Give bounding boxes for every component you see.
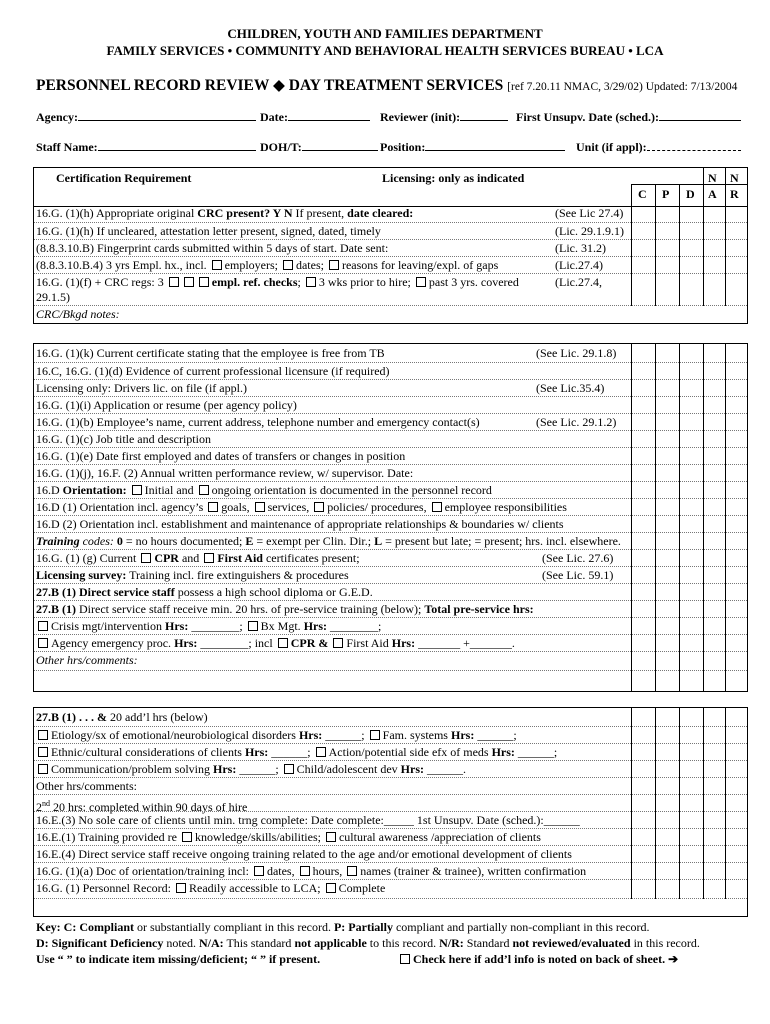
row-text: Training [36, 534, 80, 548]
back-of-sheet-checkbox[interactable] [400, 954, 410, 964]
checkbox[interactable] [38, 764, 48, 774]
checkbox[interactable] [329, 260, 339, 270]
checkbox[interactable] [284, 764, 294, 774]
key-text: in this record. [630, 936, 700, 950]
row-text: Agency emergency proc. [51, 636, 175, 650]
row-text: 16.E.(3) No sole care of clients until min. trng complete: Date complete:_____ 1st Unsupv. Date (sched.):______ [36, 813, 580, 827]
key-text: or substantially compliant in this record. [134, 920, 334, 934]
checkbox[interactable] [347, 866, 357, 876]
row-text: 20 add’l hrs (below) [107, 710, 208, 724]
checkbox[interactable] [314, 502, 324, 512]
row-text: Ethnic/cultural considerations of clients [51, 745, 245, 759]
row-text: 16.G. (1)(j), 16.F. (2) Annual written performance review, w/ supervisor. Date: [36, 466, 414, 480]
col-a: A [708, 187, 717, 201]
row-text: CPR [154, 551, 179, 565]
row-text: 16.G. (1) (g) Current [36, 551, 140, 565]
row-text: Hrs: [213, 762, 237, 776]
row-text: ______; [474, 728, 517, 742]
lic-ref: (See Lic.35.4) [536, 381, 605, 395]
agency-line[interactable] [78, 110, 256, 121]
position-label: Position: [380, 140, 426, 154]
row-text: Hrs: [298, 728, 323, 742]
key-text: noted. [163, 936, 199, 950]
row-text: hours, [312, 864, 346, 878]
table-row [34, 634, 747, 652]
table-row [34, 760, 747, 778]
table-row [34, 430, 747, 448]
row-text: Hrs: [400, 762, 424, 776]
row-text: Hrs: [244, 745, 269, 759]
checkbox[interactable] [176, 883, 186, 893]
checkbox[interactable] [370, 730, 380, 740]
staff-name-label: Staff Name: [36, 140, 98, 154]
first-unsupv-field[interactable] [516, 110, 741, 125]
row-text: nd [42, 799, 50, 808]
table-row [34, 222, 747, 240]
doh-field[interactable] [260, 140, 378, 155]
checkbox[interactable] [38, 638, 48, 648]
row-text: Etiology/sx of emotional/neurobiological disorders [51, 728, 299, 742]
checkbox[interactable] [38, 730, 48, 740]
row-text: Hrs: [450, 728, 475, 742]
row-text: 3 wks prior to hire; [318, 275, 414, 289]
checkbox[interactable] [300, 866, 310, 876]
agency-label: Agency: [36, 110, 78, 124]
table-row [34, 239, 747, 257]
checkbox[interactable] [199, 485, 209, 495]
table-row [34, 583, 747, 601]
row-text: 16.G. (1)(c) Job title and description [36, 432, 211, 446]
row-text: Hrs: [174, 636, 198, 650]
lic-ref: (Lic.27.4, [555, 275, 602, 289]
checkbox[interactable] [141, 553, 151, 563]
table-row [34, 256, 747, 274]
table-row [34, 379, 747, 397]
other-hrs-label: Other hrs/comments: [36, 653, 138, 667]
row-text: employers; [224, 258, 281, 272]
lic-ref: (Lic.27.4) [555, 258, 603, 272]
col-divider [725, 168, 726, 206]
row-text: 29.1.5) [36, 290, 70, 304]
table-row [34, 515, 747, 533]
row-text: knowledge/skills/abilities; [194, 830, 324, 844]
row-text: (8.8.3.10.B.4) 3 yrs Empl. hx., incl. [36, 258, 210, 272]
table-row [34, 709, 747, 726]
row-text: 16.G. (1)(i) Application or resume (per agency policy) [36, 398, 297, 412]
row-text: past 3 yrs. covered [428, 275, 519, 289]
date-cleared-label: date cleared: [347, 206, 414, 220]
row-text: ______; [322, 728, 368, 742]
row-text: Hrs: [303, 619, 328, 633]
row-text: Total pre-service hrs: [424, 602, 534, 616]
table-row [34, 447, 747, 465]
other-hrs-label: Other hrs/comments: [36, 779, 137, 793]
checkbox[interactable] [204, 553, 214, 563]
row-text: ________; incl [197, 636, 276, 650]
blank-row[interactable] [34, 670, 747, 688]
key-text: N/A: [198, 936, 224, 950]
row-text: 16.D [36, 483, 63, 497]
checkbox[interactable] [278, 638, 288, 648]
row-text: 2 [36, 800, 42, 814]
row-text: 16.D (1) Orientation incl. agency’s [36, 500, 207, 514]
col-n: N [708, 171, 717, 185]
col-divider [655, 184, 656, 206]
row-text: employee responsibilities [444, 500, 567, 514]
checkbox[interactable] [169, 277, 179, 287]
row-text: names (trainer & trainee), written confirmation [360, 864, 587, 878]
lic-ref: (See Lic. 27.6) [542, 551, 614, 565]
row-text: Orientation: [62, 483, 127, 497]
key-text: Standard [463, 936, 513, 950]
row-text: If present, [292, 206, 348, 220]
row-text: Communication/problem solving [51, 762, 213, 776]
row-text: 16.D (2) Orientation incl. establishment and maintenance of appropriate relationships & boundaries w/ clients [36, 517, 564, 531]
row-text: = present but late; = present; hrs. incl. elsewhere. [382, 534, 621, 548]
key-text: not applicable [294, 936, 367, 950]
row-text: Bx Mgt. [260, 619, 304, 633]
row-text: (8.8.3.10.B) Fingerprint cards submitted within 5 days of start. Date sent: [36, 241, 389, 255]
row-text: First Aid [217, 551, 263, 565]
col-d: D [686, 187, 695, 201]
key-text: Key: C: Compliant [36, 920, 134, 934]
row-text: Direct service staff [79, 585, 175, 599]
checkbox[interactable] [255, 502, 265, 512]
table-row [34, 862, 747, 880]
row-text: ______; [236, 762, 282, 776]
lic-ref: (See Lic 27.4) [555, 206, 624, 220]
checkbox[interactable] [316, 747, 326, 757]
row-text: dates, [266, 864, 298, 878]
crc-notes-label: CRC/Bkgd notes: [36, 307, 120, 321]
key-line-2 [36, 936, 700, 951]
row-text: ________; [188, 619, 246, 633]
table-row [34, 498, 747, 516]
training-codes-row [34, 532, 747, 550]
col-divider [679, 184, 680, 206]
col-r: R [730, 187, 739, 201]
agency-field[interactable] [36, 110, 256, 125]
row-text: 16.G. (1)(f) + CRC regs: 3 [36, 275, 167, 289]
row-text: dates; [295, 258, 327, 272]
row-text: _______ +_______. [415, 636, 515, 650]
row-text: First Aid [346, 636, 392, 650]
col-c: C [638, 187, 647, 201]
row-text: Direct service staff receive min. 20 hrs. of pre-service training (below); [76, 602, 425, 616]
row-text: Initial and [144, 483, 197, 497]
row-text: 16.G. (1)(h) Appropriate original [36, 206, 198, 220]
table-row [34, 879, 747, 897]
checkbox[interactable] [416, 277, 426, 287]
table-row [34, 345, 747, 362]
row-text: Hrs: [491, 745, 515, 759]
row-text: goals, [221, 500, 253, 514]
checkbox[interactable] [306, 277, 316, 287]
row-text: Child/adolescent dev [296, 762, 401, 776]
section-crc [33, 205, 748, 324]
checkbox[interactable] [333, 638, 343, 648]
row-text: 16.G. (1)(a) Doc of orientation/training incl: [36, 864, 252, 878]
date-line[interactable] [288, 110, 370, 121]
row-text: 20 hrs: completed within 90 days of hire [50, 800, 248, 814]
row-text: Fam. systems [382, 728, 451, 742]
checkbox[interactable] [283, 260, 293, 270]
column-header-table [33, 167, 748, 207]
row-text: policies/ procedures, [327, 500, 430, 514]
table-row [34, 273, 747, 306]
lic-ref: (Lic. 29.1.9.1) [555, 224, 624, 238]
row-text: Hrs: [165, 619, 189, 633]
checkbox[interactable] [326, 832, 336, 842]
checkbox[interactable] [212, 260, 222, 270]
row-text: 16.G. (1)(k) Current certificate stating that the employee is free from TB [36, 346, 385, 360]
row-text: CPR & [290, 636, 332, 650]
row-text: 0 [116, 534, 123, 548]
checkbox[interactable] [208, 502, 218, 512]
key-text: This standard [223, 936, 295, 950]
bureau-title: FAMILY SERVICES • COMMUNITY AND BEHAVIORAL HEALTH SERVICES BUREAU • LCA [106, 43, 664, 58]
row-text: and [178, 551, 203, 565]
row-text: 16.G. (1)(e) Date first employed and dates of transfers or changes in position [36, 449, 406, 463]
row-text: ongoing orientation is documented in the personnel record [211, 483, 492, 497]
row-text: 16.G. (1)(h) If uncleared, attestation letter present, signed, dated, timely [36, 224, 381, 238]
row-text: = no hours documented; [122, 534, 246, 548]
date-label: Date: [260, 110, 288, 124]
blank-row[interactable] [34, 898, 747, 916]
section-additional-training [33, 707, 748, 917]
lic-ref: (See Lic. 59.1) [542, 568, 614, 582]
col-divider [631, 184, 632, 206]
arrow-right-icon: ➔ [668, 952, 679, 966]
form-title [36, 75, 737, 95]
row-text: 16.E.(4) Direct service staff receive ongoing training related to the age and/or emotional development of clients [36, 847, 572, 861]
reviewer-label: Reviewer (init): [380, 110, 461, 124]
table-row [34, 794, 747, 812]
doh-line[interactable] [302, 140, 378, 151]
row-text: 27.B (1) [36, 602, 76, 616]
row-text: L [374, 534, 383, 548]
checkbox[interactable] [38, 747, 48, 757]
checkbox[interactable] [38, 621, 48, 631]
form-reference: [ref 7.20.11 NMAC, 3/29/02) Updated: 7/13/2004 [507, 81, 738, 93]
row-text: 27.B (1) [36, 585, 79, 599]
row-text: empl. ref. checks [211, 275, 298, 289]
table-row [34, 464, 747, 482]
lic-ref: (Lic. 31.2) [555, 241, 606, 255]
table-row [34, 396, 747, 414]
key-text: to this record. [366, 936, 440, 950]
cert-req-heading: Certification Requirement [56, 171, 192, 185]
table-row [34, 413, 747, 431]
doh-label: DOH/T: [260, 140, 302, 154]
checkbox[interactable] [182, 832, 192, 842]
key-text: P: Partially [333, 920, 393, 934]
row-text: ______; [268, 745, 314, 759]
col-divider [703, 168, 704, 206]
row-text: possess a high school diploma or G.E.D. [174, 585, 373, 599]
table-row [34, 481, 747, 499]
position-field[interactable] [380, 140, 565, 155]
table-row [34, 362, 747, 380]
position-line[interactable] [425, 140, 565, 151]
table-row [34, 726, 747, 744]
row-text: services, [267, 500, 313, 514]
col-p: P [662, 187, 670, 201]
key-text: D: Significant Deficiency [36, 936, 164, 950]
key-text: compliant and partially non-compliant in this record. [392, 920, 650, 934]
section-personnel [33, 343, 748, 692]
unit-label: Unit (if appl): [576, 140, 647, 154]
row-text: 16.E.(1) Training provided re [36, 830, 180, 844]
first-unsupv-line[interactable] [659, 110, 741, 121]
staff-name-field[interactable] [36, 140, 256, 155]
row-text: ______; [514, 745, 558, 759]
reviewer-field[interactable] [380, 110, 508, 125]
checkbox[interactable] [326, 883, 336, 893]
row-text: 27.B (1) . . . & [36, 710, 107, 724]
checkbox[interactable] [199, 277, 209, 287]
row-text: E [245, 534, 254, 548]
checkbox[interactable] [184, 277, 194, 287]
crc-present[interactable]: CRC present? Y N [197, 206, 293, 220]
table-row [34, 828, 747, 846]
checkbox[interactable] [254, 866, 264, 876]
table-row [34, 811, 747, 829]
row-text: ________; [327, 619, 382, 633]
row-text: Training incl. fire extinguishers & procedures [126, 568, 349, 582]
date-field[interactable] [260, 110, 370, 125]
table-row [34, 549, 747, 567]
row-text: reasons for leaving/expl. of gaps [341, 258, 499, 272]
row-text: 16.G. (1)(b) Employee’s name, current address, telephone number and emergency contact(s) [36, 415, 480, 429]
row-text: = exempt per Clin. Dir.; [253, 534, 375, 548]
col-n2: N [730, 171, 739, 185]
table-row [34, 743, 747, 761]
lic-ref: (See Lic. 29.1.8) [536, 346, 617, 360]
comments-row[interactable] [34, 777, 747, 795]
key-line-1 [36, 920, 650, 935]
row-text: certificates present; [262, 551, 360, 565]
row-text: Licensing only: Drivers lic. on file (if appl.) [36, 381, 247, 395]
key-text: Check here if add’l info is noted on back of sheet. [413, 952, 666, 966]
row-text: ______. [423, 762, 466, 776]
table-row [34, 617, 747, 635]
first-unsupv-label: First Unsupv. Date (sched.): [516, 110, 659, 124]
row-text: Hrs: [391, 636, 416, 650]
row-text: 16.G. (1) Personnel Record: [36, 881, 174, 895]
row-text: Crisis mgt/intervention [51, 619, 165, 633]
department-title: CHILDREN, YOUTH AND FAMILIES DEPARTMENT [227, 26, 543, 41]
licensing-heading: Licensing: only as indicated [382, 171, 525, 185]
table-row [34, 205, 747, 222]
checkbox[interactable] [248, 621, 258, 631]
key-line-3: Use “ ” to indicate item missing/deficient; “ ” if present. [36, 952, 321, 966]
row-text: Readily accessible to LCA; [188, 881, 324, 895]
key-text: N/R: [439, 936, 464, 950]
back-of-sheet-note[interactable] [398, 952, 678, 967]
notes-row[interactable] [34, 305, 747, 323]
lic-ref: (See Lic. 29.1.2) [536, 415, 617, 429]
comments-row[interactable] [34, 651, 747, 669]
table-row [34, 600, 747, 618]
staff-name-line[interactable] [98, 140, 256, 151]
row-text: Action/potential side efx of meds [328, 745, 492, 759]
row-text: Complete [338, 881, 386, 895]
row-text: cultural awareness /appreciation of clients [338, 830, 541, 844]
row-text: ; [297, 275, 304, 289]
table-row [34, 845, 747, 863]
table-row [34, 566, 747, 584]
row-text: codes: [79, 534, 117, 548]
row-text: 16.C, 16.G. (1)(d) Evidence of current professional licensure (if required) [36, 364, 390, 378]
row-text: Licensing survey: [36, 568, 127, 582]
form-title-text: PERSONNEL RECORD REVIEW ◆ DAY TREATMENT SERVICES [36, 77, 504, 94]
checkbox[interactable] [132, 485, 142, 495]
checkbox[interactable] [432, 502, 442, 512]
unit-line[interactable] [647, 140, 741, 151]
key-text: not reviewed/evaluated [512, 936, 631, 950]
reviewer-line[interactable] [460, 110, 508, 121]
unit-field[interactable] [576, 140, 741, 155]
